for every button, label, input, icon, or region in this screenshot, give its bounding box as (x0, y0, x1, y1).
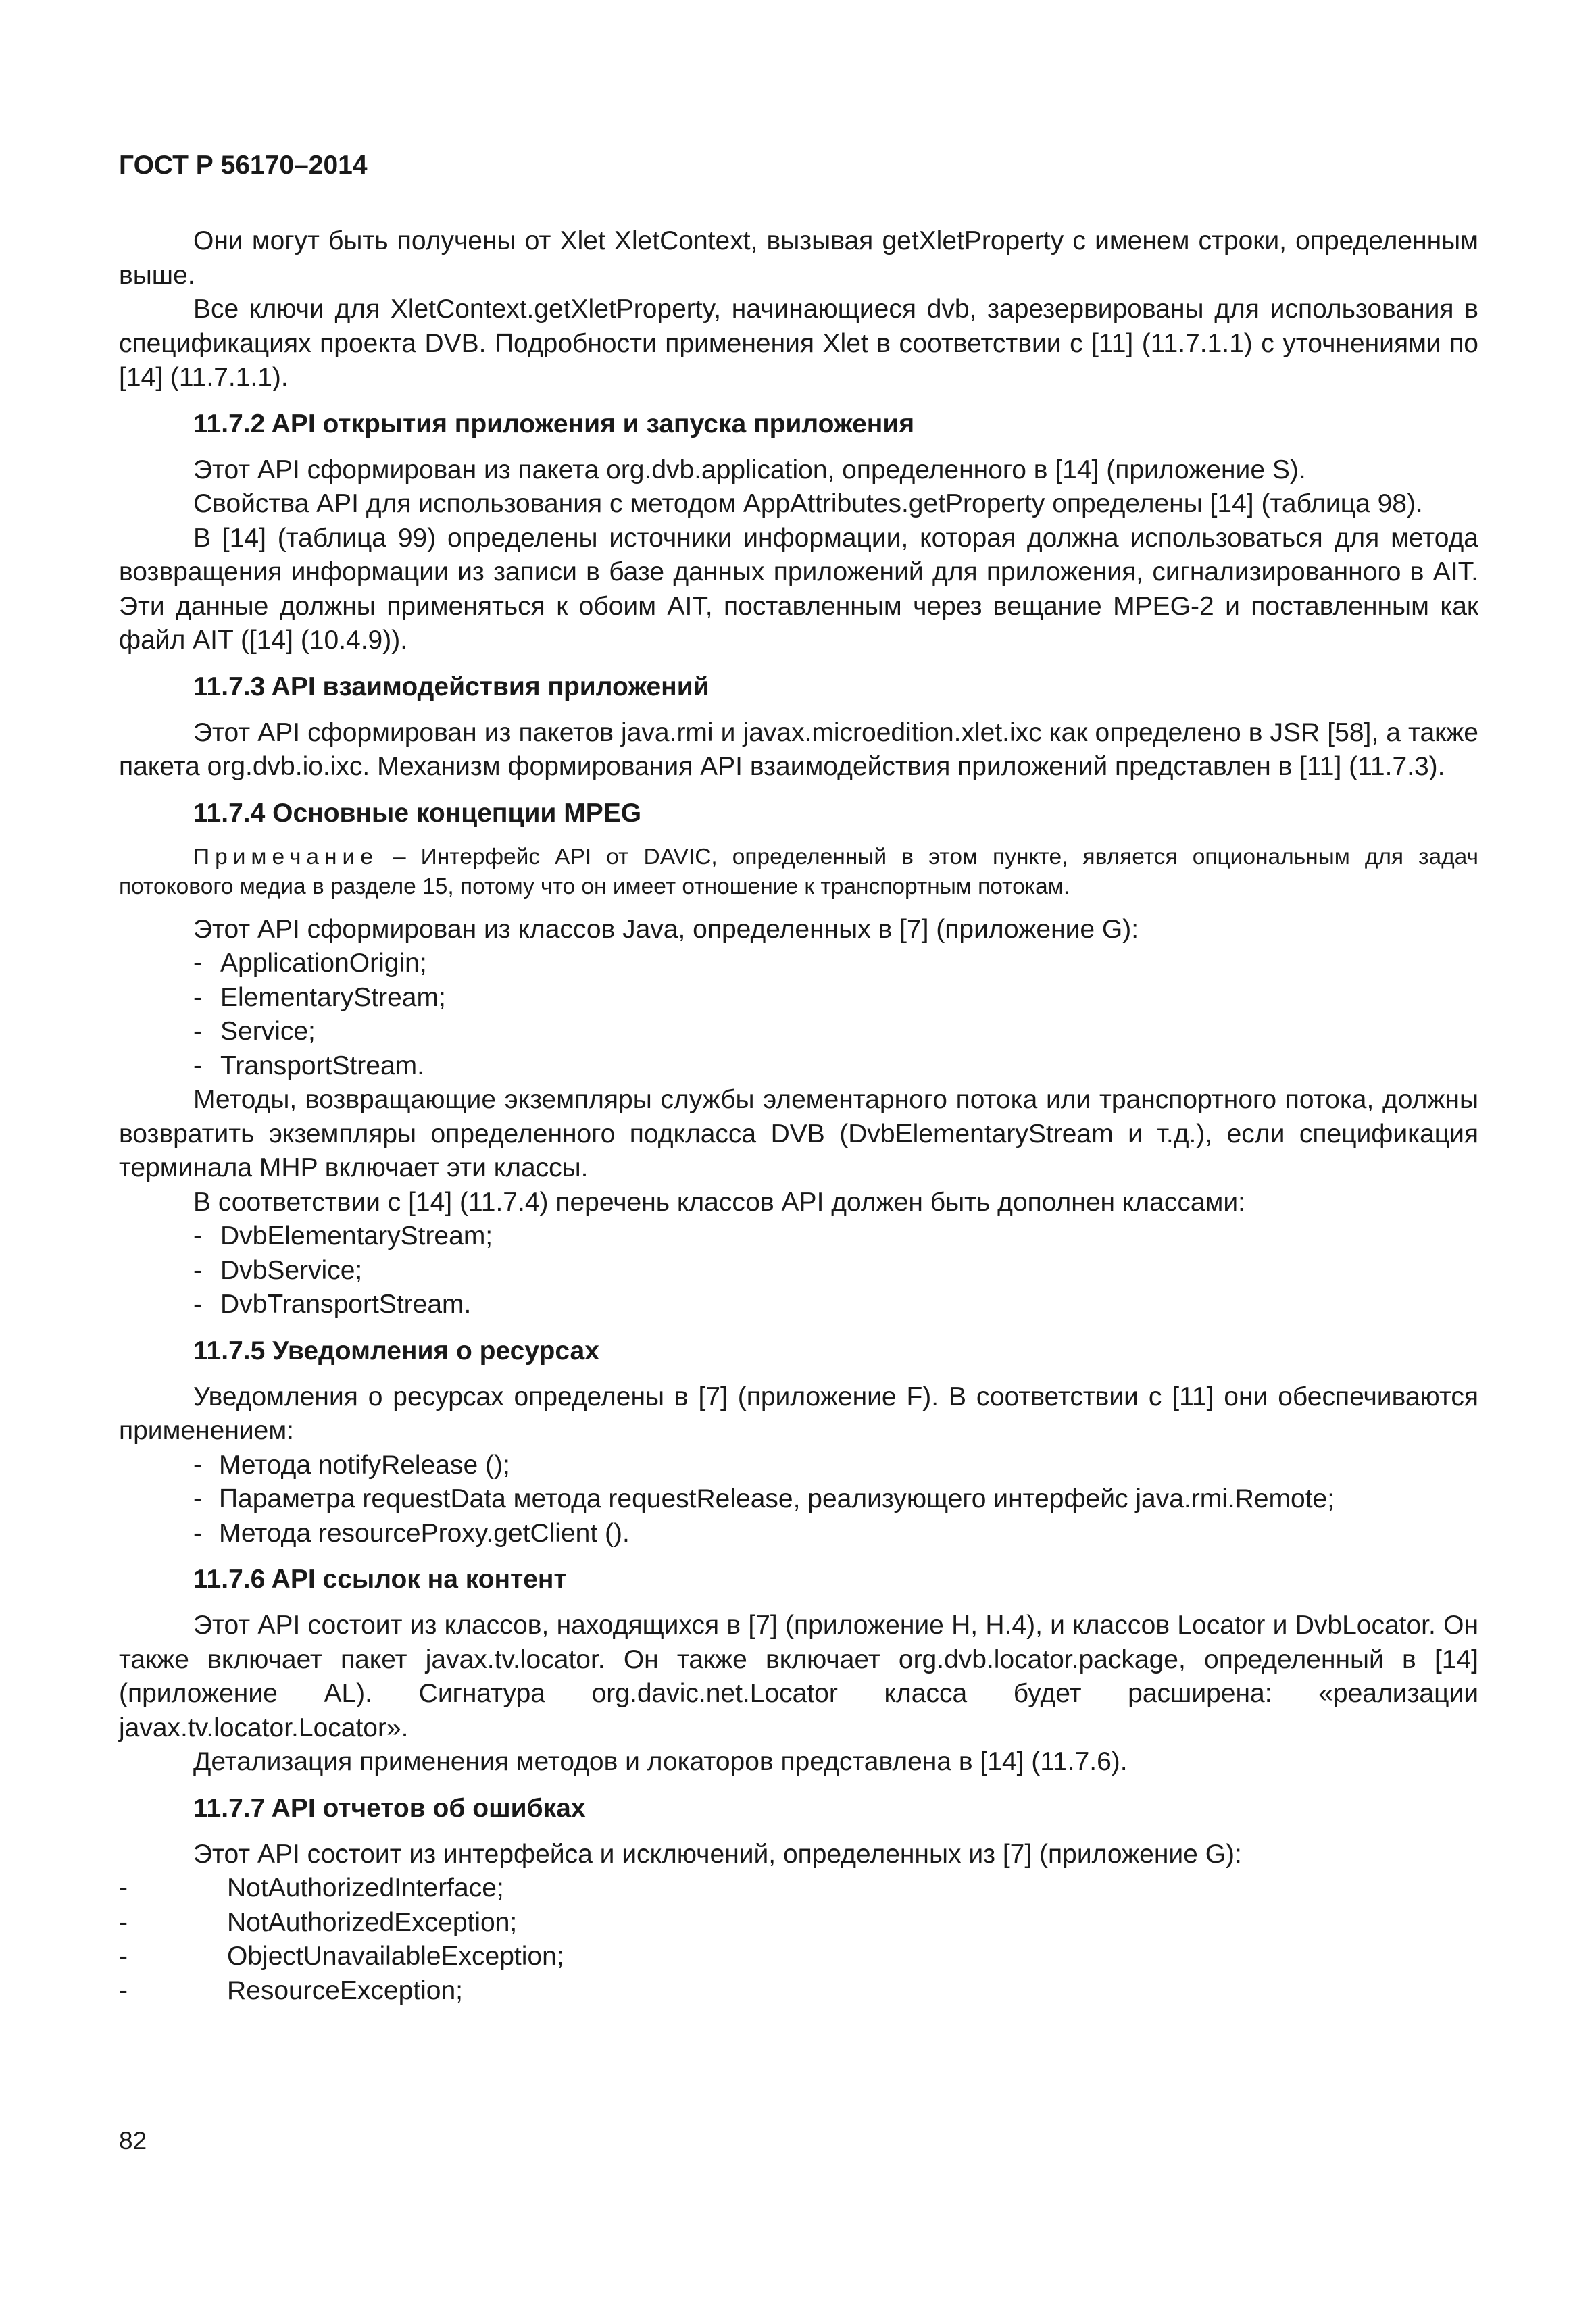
section-11-7-4-paragraph-1: Этот API сформирован из классов Java, определенных в [7] (приложение G): (193, 914, 1139, 944)
mpeg-classes-list (119, 947, 1478, 1083)
section-11-7-5-paragraph-1: Уведомления о ресурсах определены в [7] (приложение F). В соответствии с [11] они обеспечиваются применением: (119, 1382, 1478, 1445)
list-item: - Метода resourceProxy.getClient (). (119, 1517, 1478, 1551)
note-label: Примечание (193, 844, 378, 870)
section-11-7-6-paragraph-1: Этот API состоит из классов, находящихся в [7] (приложение H, H.4), и классов Locator и DvbLocator. Он также включает пакет javax.tv.locator. Он также включает org.dvb.locator.package, определенный в [14] (приложение AL). Сигнатура org.davic.net.Locator класса будет расширена: «реализации javax.tv.locator.Locator». (119, 1611, 1478, 1742)
list-item: - Параметра requestData метода requestRelease, реализующего интерфейс java.rmi.Remote; (119, 1482, 1478, 1517)
section-11-7-5-title: 11.7.5 Уведомления о ресурсах (193, 1336, 599, 1365)
list-item: - Service; (119, 1015, 1478, 1049)
dvb-classes-list (119, 1219, 1478, 1322)
section-11-7-6-paragraph-2: Детализация применения методов и локаторов представлена в [14] (11.7.6). (193, 1747, 1128, 1776)
section-11-7-7-title: 11.7.7 API отчетов об ошибках (193, 1793, 586, 1823)
list-item: - TransportStream. (119, 1049, 1478, 1084)
intro-paragraph-2: Все ключи для XletContext.getXletProperty, начинающиеся dvb, зарезервированы для использования в спецификациях проекта DVB. Подробности применения Xlet в соответствии с [11] (11.7.1.1) с уточнениями по [14] (11.7.1.1). (119, 295, 1478, 392)
list-item: - ObjectUnavailableException; (119, 1940, 1478, 1974)
section-11-7-6-title: 11.7.6 API ссылок на контент (193, 1565, 567, 1594)
note (119, 842, 1478, 902)
list-item: - ResourceException; (119, 1974, 1478, 2009)
list-item: - ApplicationOrigin; (119, 947, 1478, 981)
section-11-7-4-paragraph-3: В соответствии с [14] (11.7.4) перечень классов API должен быть дополнен классами: (193, 1187, 1245, 1217)
section-11-7-2-paragraph-1: Этот API сформирован из пакета org.dvb.application, определенного в [14] (приложение S). (193, 455, 1306, 484)
list-item: - DvbElementaryStream; (119, 1219, 1478, 1254)
section-11-7-2-paragraph-3: В [14] (таблица 99) определены источники информации, которая должна использоваться для метода возвращения информации из записи в базе данных приложений для приложения, сигнализированного в AIT. Эти данные должны применяться к обоим AIT, поставленным через вещание MPEG-2 и поставленным как файл AIT ([14] (10.4.9)). (119, 523, 1478, 655)
list-item: - DvbTransportStream. (119, 1288, 1478, 1322)
section-11-7-2-title: 11.7.2 API открытия приложения и запуска приложения (193, 409, 915, 438)
intro-paragraph-1: Они могут быть получены от Xlet XletContext, вызывая getXletProperty с именем строки, определенным выше. (119, 226, 1478, 290)
section-11-7-3-paragraph-1: Этот API сформирован из пакетов java.rmi и javax.microedition.xlet.ixc как определено в JSR [58], а также пакета org.dvb.io.ixc. Механизм формирования API взаимодействия приложений представлен в [11] (11.7.3). (119, 718, 1478, 781)
list-item: - NotAuthorizedInterface; (119, 1871, 1478, 1906)
page-number: 82 (119, 2127, 147, 2155)
section-11-7-3-title: 11.7.3 API взаимодействия приложений (193, 672, 709, 701)
list-item: - Метода notifyRelease (); (119, 1449, 1478, 1483)
note-text: – Интерфейс API от DAVIC, определенный в этом пункте, является опциональным для задач потокового медиа в разделе 15, потому что он имеет отношение к транспортным потокам. (119, 844, 1478, 899)
section-11-7-7-paragraph-1: Этот API состоит из интерфейса и исключений, определенных из [7] (приложение G): (193, 1839, 1242, 1869)
section-11-7-4-title: 11.7.4 Основные концепции MPEG (193, 798, 642, 828)
document-page (119, 149, 1478, 2008)
error-classes-list (119, 1871, 1478, 2008)
list-item: - DvbService; (119, 1254, 1478, 1288)
section-11-7-2-paragraph-2: Свойства API для использования с методом AppAttributes.getProperty определены [14] (таблица 98). (193, 489, 1423, 518)
section-11-7-4-paragraph-2: Методы, возвращающие экземпляры службы элементарного потока или транспортного потока, должны возвратить экземпляры определенного подкласса DVB (DvbElementaryStream и т.д.), если спецификация терминала MHP включает эти классы. (119, 1085, 1478, 1182)
list-item: - NotAuthorizedException; (119, 1906, 1478, 1940)
list-item: - ElementaryStream; (119, 981, 1478, 1015)
resource-notification-list (119, 1449, 1478, 1551)
standard-header: ГОСТ Р 56170–2014 (119, 151, 368, 180)
